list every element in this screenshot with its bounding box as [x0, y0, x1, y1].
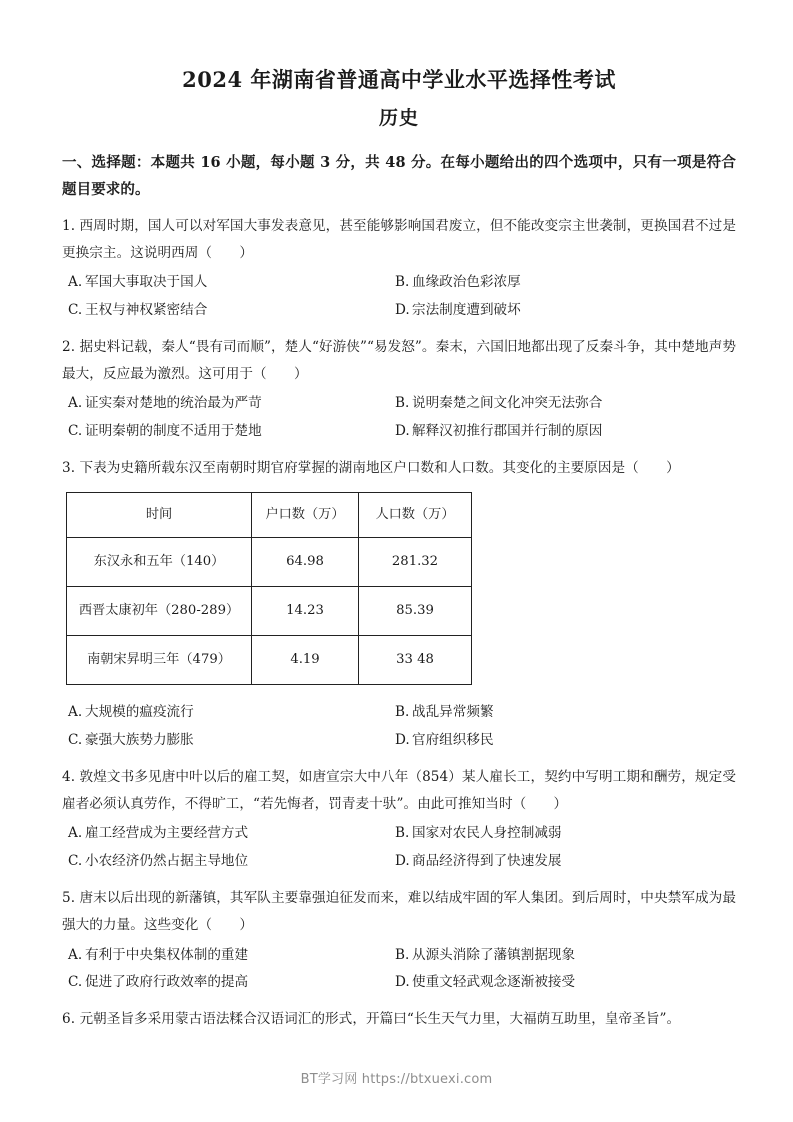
option-text: 大规模的瘟疫流行 [85, 704, 194, 721]
question-stem: 3. 下表为史籍所载东汉至南朝时期官府掌握的湖南地区户口数和人口数。其变化的主要原因是（ ） [62, 460, 680, 477]
option-text: 军国大事取决于国人 [85, 274, 208, 291]
option-a[interactable] [62, 269, 395, 297]
page-title: 2024 年湖南省普通高中学业水平选择性考试 [182, 67, 616, 92]
option-c[interactable] [62, 848, 395, 876]
option-row [62, 390, 736, 418]
table-cell-households: 14.23 [252, 587, 359, 636]
table-cell-population: 33 48 [359, 636, 472, 685]
question-options [62, 390, 736, 446]
option-b[interactable] [395, 269, 736, 297]
table-cell-time: 西晋太康初年（280-289） [67, 587, 252, 636]
option-text: 血缘政治色彩浓厚 [412, 274, 521, 291]
question-stem: 5. 唐末以后出现的新藩镇，其军队主要靠强迫征发而来，难以结成牢固的军人集团。到后周时，中央禁军成为最强大的力量。这些变化（ ） [62, 890, 736, 934]
option-d[interactable] [395, 969, 736, 997]
option-b[interactable] [395, 699, 736, 727]
option-letter: C. [68, 302, 83, 319]
option-row [62, 969, 736, 997]
option-text: 说明秦楚之间文化冲突无法弥合 [412, 395, 603, 412]
option-text: 解释汉初推行郡国并行制的原因 [412, 423, 603, 440]
option-text: 证明秦朝的制度不适用于楚地 [85, 423, 262, 440]
section-instruction: 一、选择题：本题共 16 小题，每小题 3 分，共 48 分。在每小题给出的四个选项中，只有一项是符合题目要求的。 [62, 154, 736, 199]
option-text: 商品经济得到了快速发展 [412, 853, 562, 870]
option-d[interactable] [395, 418, 736, 446]
population-table-wrap [66, 492, 736, 685]
option-a[interactable] [62, 820, 395, 848]
option-row [62, 269, 736, 297]
option-letter: D. [395, 423, 410, 440]
option-letter: A. [68, 825, 83, 842]
option-d[interactable] [395, 297, 736, 325]
option-letter: C. [68, 732, 83, 749]
question-6 [62, 1006, 736, 1033]
question-stem: 2. 据史料记载，秦人“畏有司而顺”，楚人“好游侠”“易发怒”。秦末，六国旧地都出现了反秦斗争，其中楚地声势最大，反应最为激烈。这可用于（ ） [62, 339, 736, 383]
option-row [62, 297, 736, 325]
option-letter: A. [68, 395, 83, 412]
option-a[interactable] [62, 942, 395, 970]
question-1 [62, 213, 736, 325]
option-row [62, 727, 736, 755]
option-d[interactable] [395, 727, 736, 755]
table-header-row [67, 493, 472, 538]
question-options [62, 942, 736, 998]
question-2 [62, 334, 736, 446]
option-letter: A. [68, 274, 83, 291]
question-stem: 6. 元朝圣旨多采用蒙古语法糅合汉语词汇的形式，开篇曰“长生天气力里，大福荫互助里，皇帝圣旨”。 [62, 1011, 681, 1028]
option-d[interactable] [395, 848, 736, 876]
question-5 [62, 885, 736, 997]
population-table [66, 492, 472, 685]
option-letter: C. [68, 974, 83, 991]
option-letter: D. [395, 974, 410, 991]
option-text: 国家对农民人身控制减弱 [412, 825, 562, 842]
option-a[interactable] [62, 699, 395, 727]
option-text: 有利于中央集权体制的重建 [85, 946, 249, 963]
table-cell-households: 64.98 [252, 538, 359, 587]
subject-title: 历史 [378, 107, 419, 130]
option-c[interactable] [62, 727, 395, 755]
table-cell-time: 东汉永和五年（140） [67, 538, 252, 587]
option-text: 促进了政府行政效率的提高 [85, 974, 249, 991]
option-text: 豪强大族势力膨胀 [85, 732, 194, 749]
question-options [62, 269, 736, 325]
option-text: 小农经济仍然占据主导地位 [85, 853, 249, 870]
option-text: 王权与神权紧密结合 [85, 302, 208, 319]
option-text: 雇工经营成为主要经营方式 [85, 825, 249, 842]
option-text: 从源头消除了藩镇割据现象 [412, 946, 576, 963]
option-row [62, 418, 736, 446]
table-header-population: 人口数（万） [359, 493, 472, 538]
option-text: 官府组织移民 [412, 732, 494, 749]
option-c[interactable] [62, 418, 395, 446]
question-stem: 1. 西周时期，国人可以对军国大事发表意见，甚至能够影响国君废立，但不能改变宗主世袭制，更换国君不过是更换宗主。这说明西周（ ） [62, 217, 736, 262]
option-row [62, 699, 736, 727]
question-3 [62, 455, 736, 755]
option-row [62, 848, 736, 876]
footer-watermark: BT学习网 https://btxuexi.com [300, 1072, 493, 1087]
table-cell-households: 4.19 [252, 636, 359, 685]
option-letter: D. [395, 853, 410, 870]
option-letter: A. [68, 704, 83, 721]
option-letter: C. [68, 423, 83, 440]
page-content [62, 0, 736, 1033]
option-row [62, 942, 736, 970]
question-options [62, 820, 736, 876]
option-a[interactable] [62, 390, 395, 418]
option-c[interactable] [62, 297, 395, 325]
table-cell-population: 281.32 [359, 538, 472, 587]
option-b[interactable] [395, 820, 736, 848]
option-row [62, 820, 736, 848]
option-text: 宗法制度遭到破坏 [412, 302, 521, 319]
option-letter: D. [395, 732, 410, 749]
option-letter: B. [395, 946, 410, 963]
option-letter: B. [395, 274, 410, 291]
option-text: 使重文轻武观念逐渐被接受 [412, 974, 576, 991]
table-header-households: 户口数（万） [252, 493, 359, 538]
table-row [67, 538, 472, 587]
option-text: 证实秦对楚地的统治最为严苛 [85, 395, 262, 412]
option-letter: B. [395, 704, 410, 721]
option-letter: D. [395, 302, 410, 319]
option-b[interactable] [395, 942, 736, 970]
question-options [62, 699, 736, 755]
option-text: 战乱异常频繁 [412, 704, 494, 721]
option-b[interactable] [395, 390, 736, 418]
table-cell-population: 85.39 [359, 587, 472, 636]
question-4 [62, 764, 736, 876]
question-stem: 4. 敦煌文书多见唐中叶以后的雇工契，如唐宣宗大中八年（854）某人雇长工，契约中写明工期和酬劳，规定受雇者必须认真劳作，不得旷工，“若先悔者，罚青麦十驮”。由此可推知当时（ ） [62, 769, 736, 813]
option-c[interactable] [62, 969, 395, 997]
table-row [67, 636, 472, 685]
table-header-time: 时间 [67, 493, 252, 538]
option-letter: C. [68, 853, 83, 870]
option-letter: A. [68, 946, 83, 963]
option-letter: B. [395, 825, 410, 842]
option-letter: B. [395, 395, 410, 412]
table-row [67, 587, 472, 636]
table-cell-time: 南朝宋昇明三年（479） [67, 636, 252, 685]
